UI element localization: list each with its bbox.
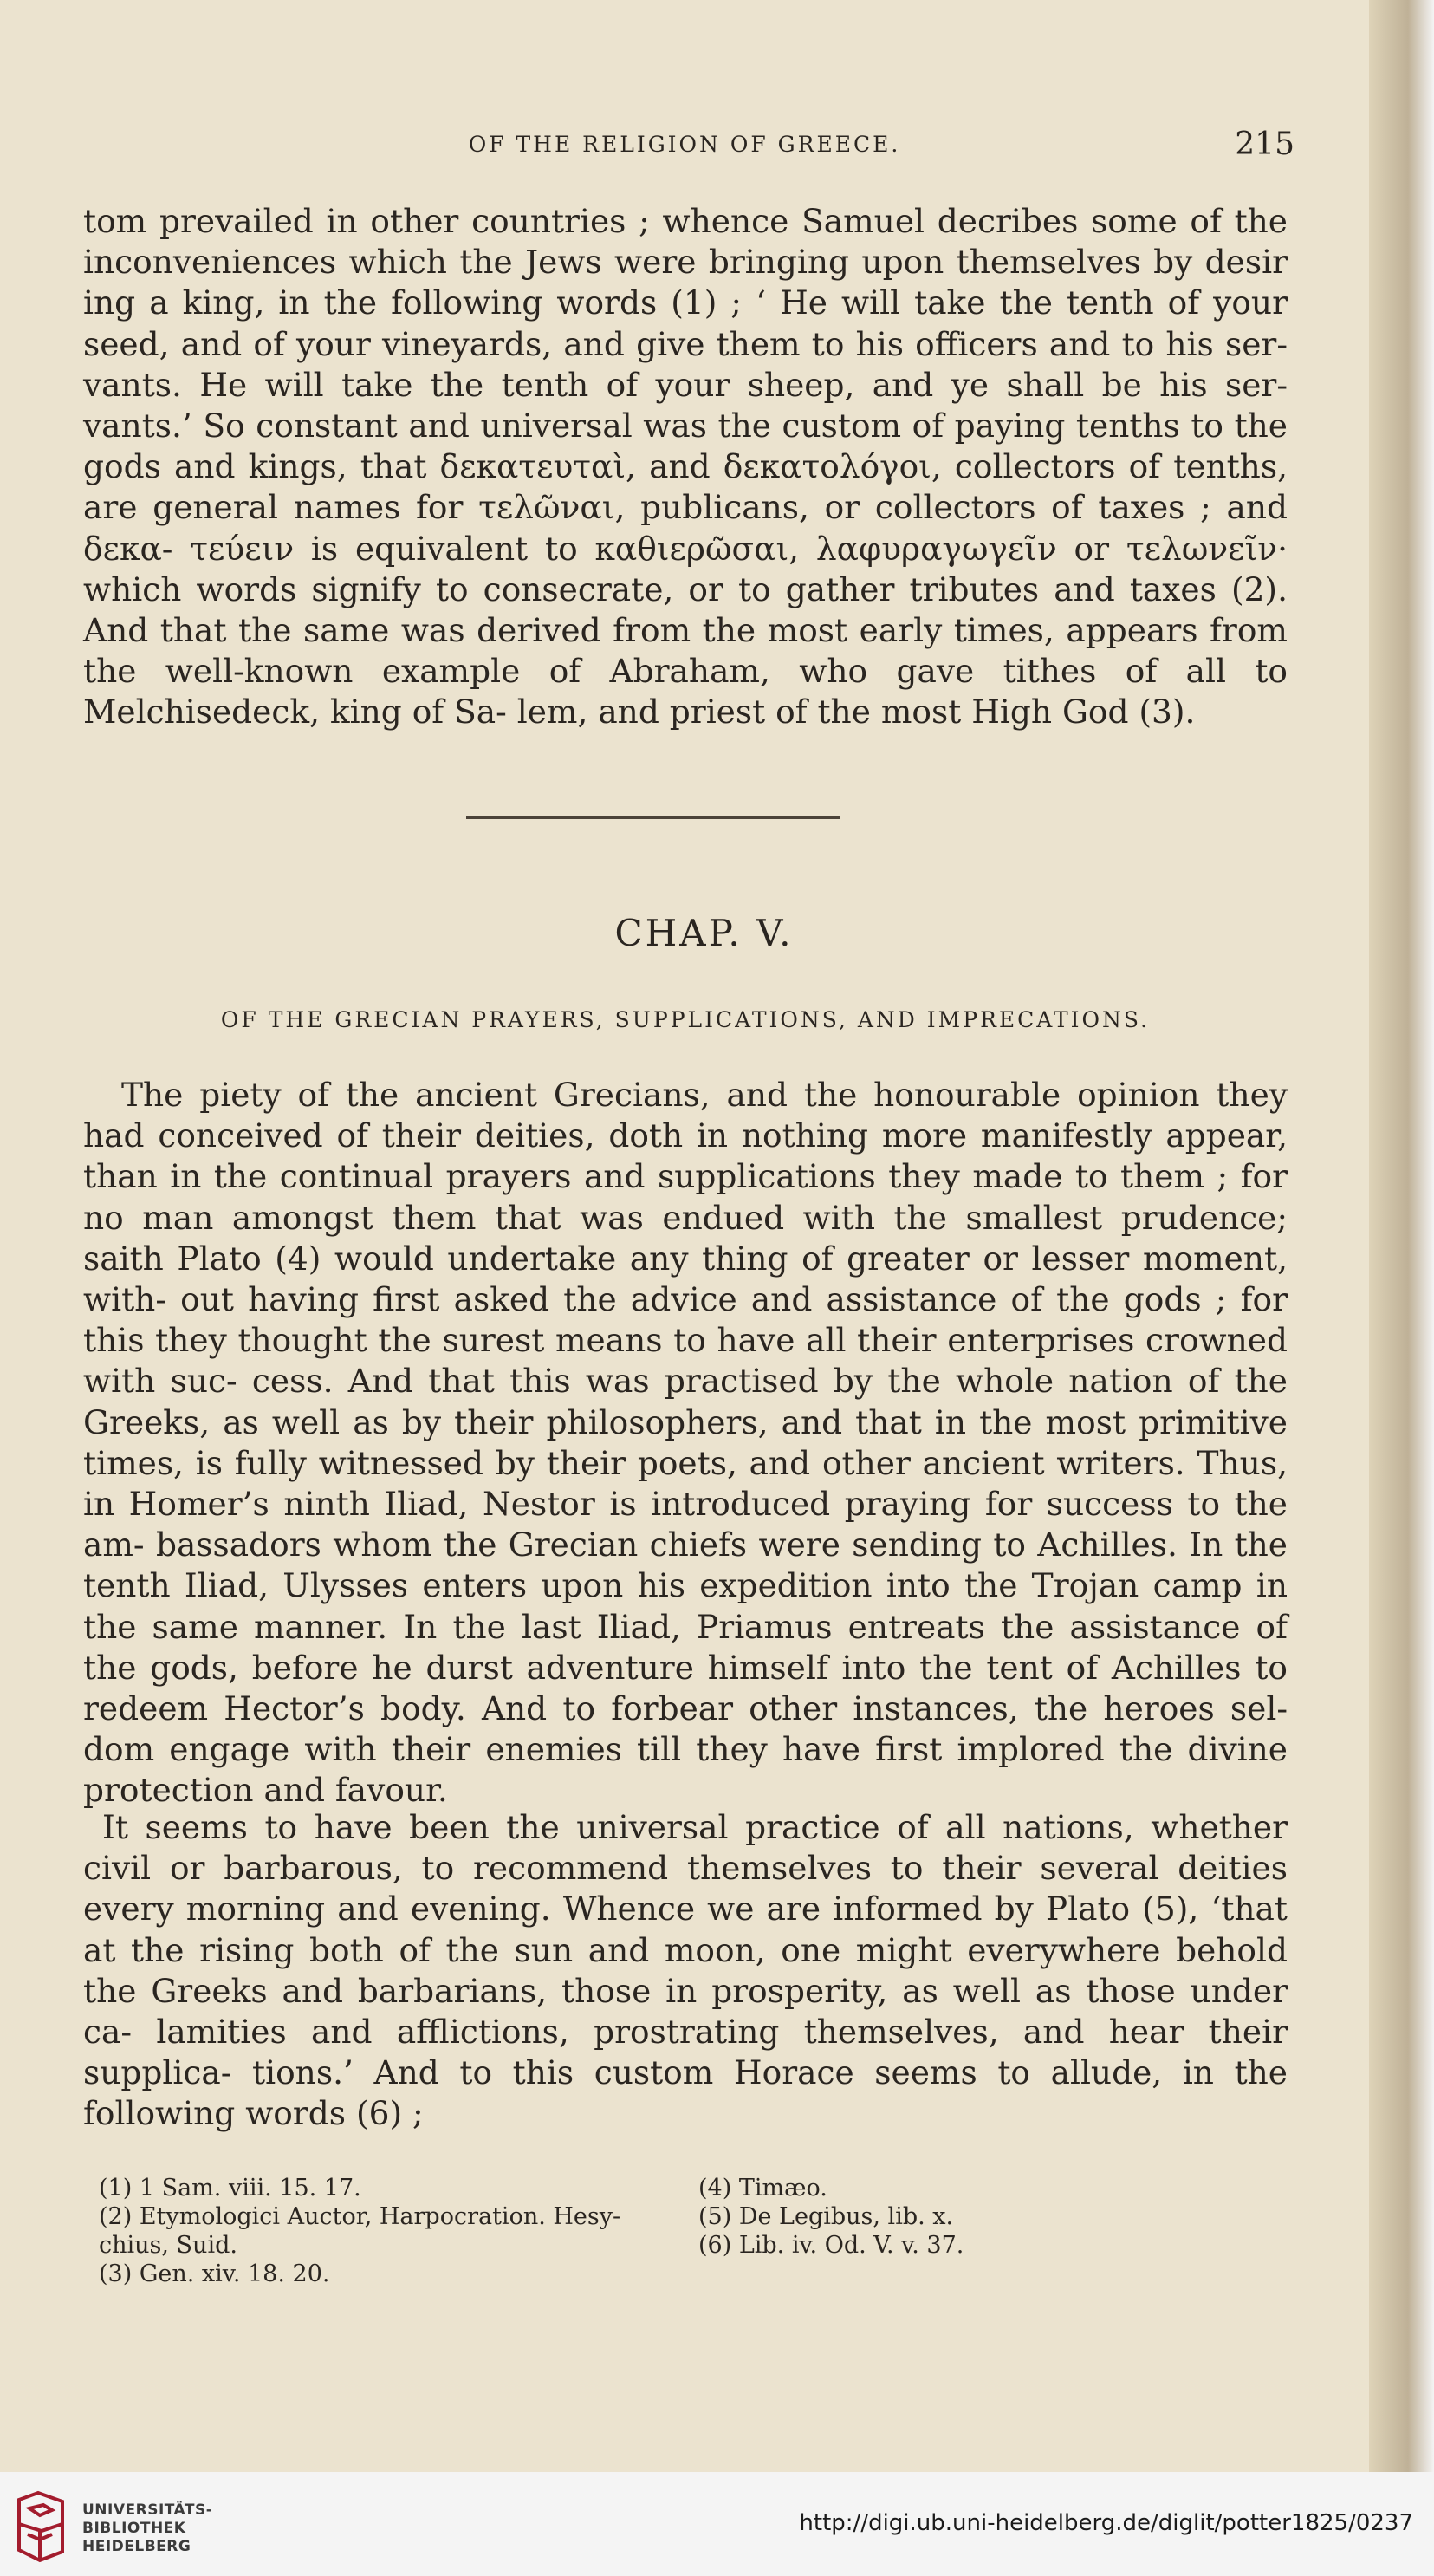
- chapter-heading: CHAP. V.: [614, 912, 794, 954]
- paragraph-piety: The piety of the ancient Grecians, and the honourable opinion they had conceived of their deities, doth in nothing more manifestly appear, than in the continual prayers and supplications they made to them ; for no man amongst them that was endued with the smallest prudence; saith Plato (4) would undertake any thing of greater or lesser moment, with- out having first asked the advice and assistance of the gods ; for this they thought the surest means to have all their enterprises crowned with suc- cess. And that this was practised by the whole nation of the Greeks, as well as by their philosophers, and that in the most primitive times, is fully witnessed by their poets, and other ancient writers. Thus, in Homer’s ninth Iliad, Nestor is introduced praying for success to the am- bassadors whom the Grecian chiefs were sending to Achilles. In the tenth Iliad, Ulysses enters upon his expedition into the Trojan camp in the same manner. In the last Iliad, Priamus entreats the assistance of the gods, before he durst adventure himself into the tent of Achilles to redeem Hector’s body. And to forbear other instances, the heroes sel- dom engage with their enemies till they have first implored the divine protection and favour.: [83, 1076, 1288, 1810]
- library-name-line-2: BIBLIOTHEK: [82, 2520, 186, 2537]
- running-head: [83, 127, 1294, 162]
- footnote-2-continued: chius, Suid.: [99, 2232, 237, 2259]
- library-name: [82, 2501, 212, 2556]
- paragraph-intro: tom prevailed in other countries ; whence Samuel decribes some of the inconveniences which the Jews were bringing upon themselves by desir ing a king, in the following words (1) ; ‘ He will take the tenth of your seed, and of your vineyards, and give them to his officers and to his ser- vants. He will take the tenth of your sheep, and ye shall be his ser- vants.’ So constant and universal was the custom of paying tenths to the gods and kings, that δεκατευταὶ, and δεκατολόγοι, collectors of tenths, are general names for τελῶναι, publicans, or collectors of taxes ; and δεκα- τεύειν is equivalent to καθιερῶσαι, λαφυραγωγεῖν or τελωνεῖν· which words signify to consecrate, or to gather tributes and taxes (2). And that the same was derived from the most early times, appears from the well-known example of Abraham, who gave tithes of all to Melchisedeck, king of Sa- lem, and priest of the most High God (3).: [83, 202, 1288, 732]
- footnote-3: (3) Gen. xiv. 18. 20.: [99, 2261, 330, 2287]
- footnote-4: (4) Timæo.: [698, 2175, 827, 2202]
- running-title: OF THE RELIGION OF GREECE.: [468, 132, 901, 157]
- library-name-line-3: HEIDELBERG: [82, 2538, 191, 2555]
- viewer-footer: [0, 2472, 1434, 2576]
- paragraph-universal-practice: It seems to have been the universal practice of all nations, whether civil or barbarous, to recommend themselves to their several deities every morning and evening. Whence we are informed by Plato (5), ‘that at the rising both of the sun and moon, one might everywhere behold the Greeks and barbarians, those in prosperity, as well as those under ca- lamities and afflictions, prostrating themselves, and hear their supplica- tions.’ And to this custom Horace seems to allude, in the following words (6) ;: [83, 1808, 1288, 2133]
- footnote-1: (1) 1 Sam. viii. 15. 17.: [99, 2175, 361, 2202]
- footnotes-right-column: [698, 2174, 1097, 2260]
- source-url-link[interactable]: http://digi.ub.uni-heidelberg.de/diglit/potter1825/0237: [799, 2510, 1413, 2536]
- library-seal-icon[interactable]: [14, 2489, 68, 2564]
- footnote-6: (6) Lib. iv. Od. V. v. 37.: [698, 2232, 964, 2259]
- page-number: 215: [1235, 127, 1294, 162]
- footnote-2: (2) Etymologici Auctor, Harpocration. Hesy-: [99, 2203, 621, 2230]
- footnote-5: (5) De Legibus, lib. x.: [698, 2203, 954, 2230]
- footnotes-left-column: [99, 2174, 697, 2288]
- chapter-subtitle: OF THE GRECIAN PRAYERS, SUPPLICATIONS, AND IMPRECATIONS.: [220, 1007, 1151, 1032]
- library-name-line-1: UNIVERSITÄTS-: [82, 2501, 213, 2519]
- page-gutter-shadow: [1369, 0, 1434, 2472]
- section-divider: [466, 816, 840, 819]
